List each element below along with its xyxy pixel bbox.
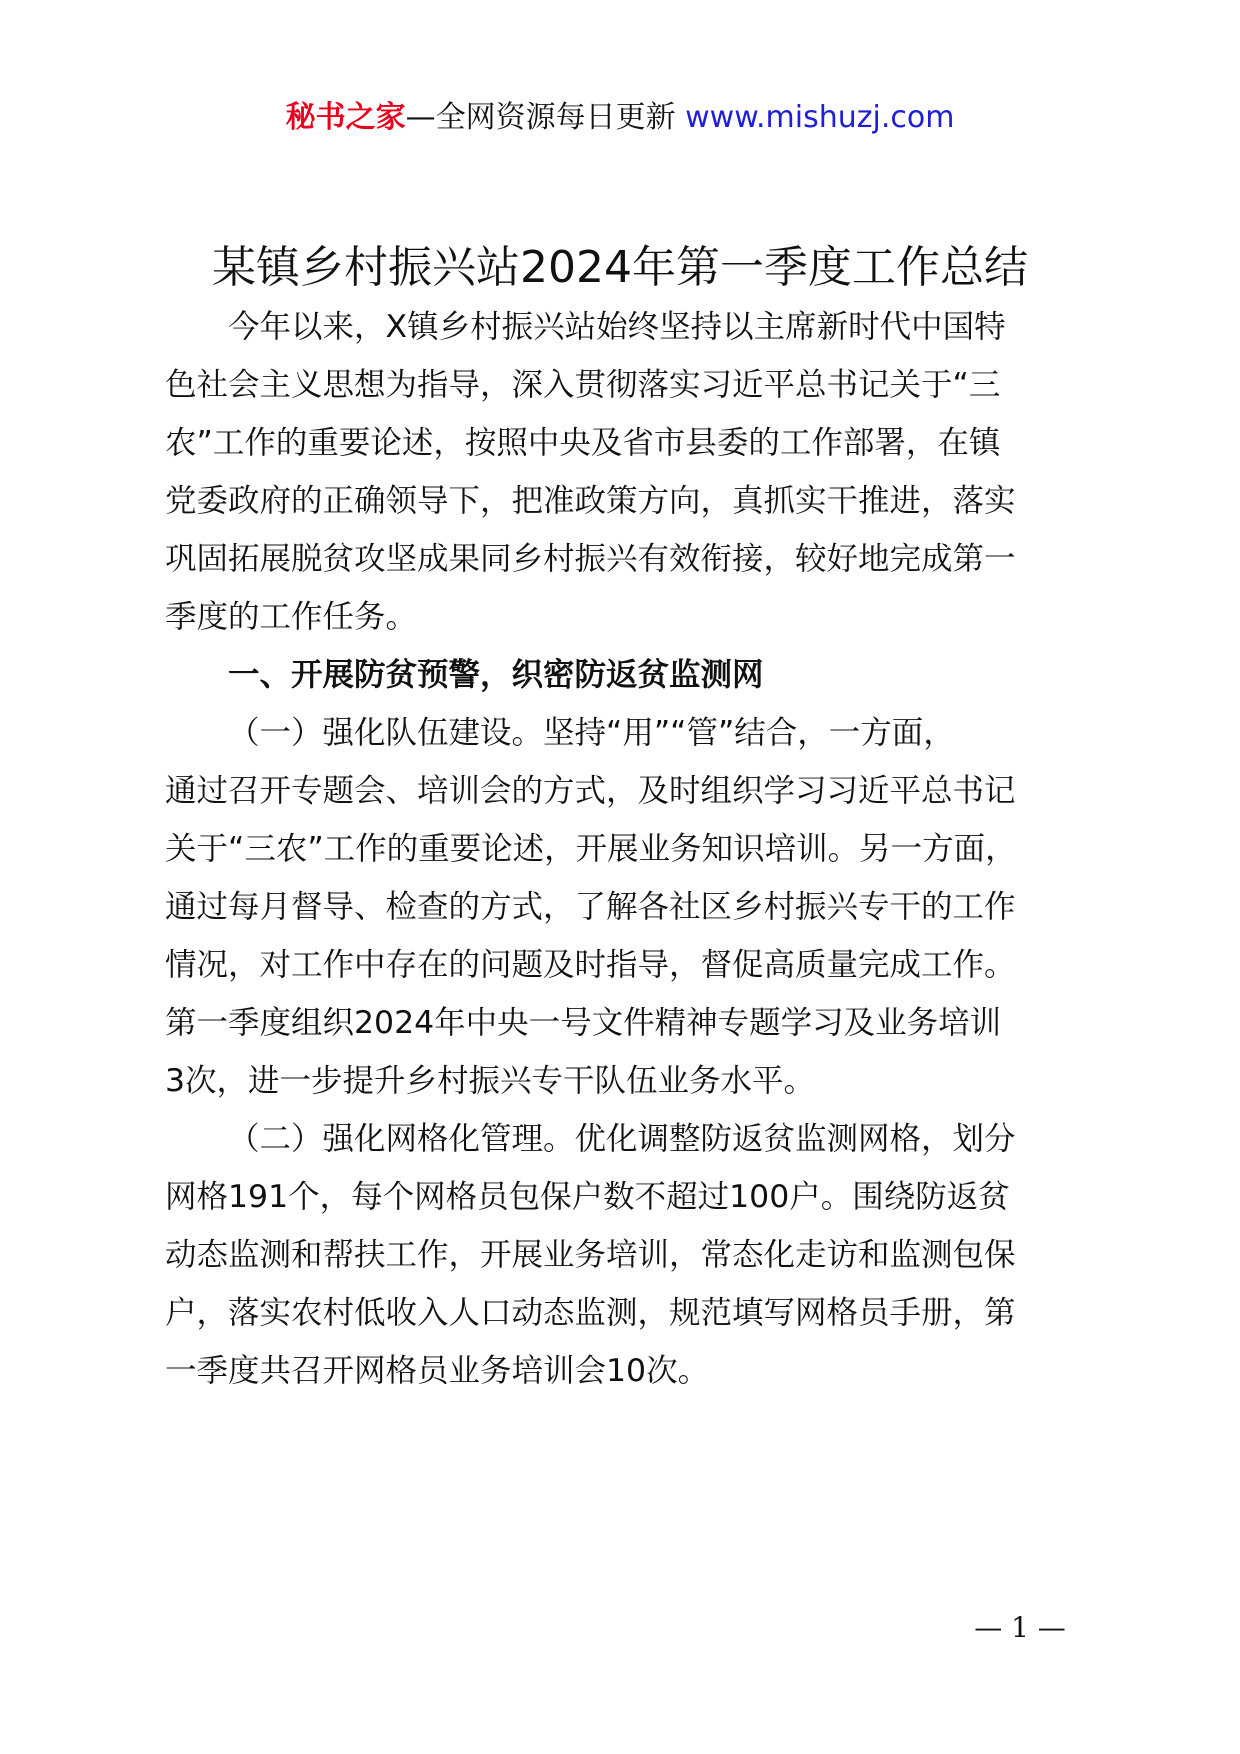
- site-brand: 秘书之家: [285, 100, 406, 135]
- paragraph-line: 第一季度组织2024年中央一号文件精神专题学习及业务培训: [165, 1005, 1002, 1041]
- paragraph-line: 季度的工作任务。: [165, 599, 418, 635]
- page-number: — 1 —: [974, 1611, 1066, 1644]
- paragraph-line: （二）强化网格化管理。优化调整防返贫监测网格，划分: [228, 1121, 1016, 1157]
- paragraph-line: 户，落实农村低收入人口动态监测，规范填写网格员手册，第: [165, 1295, 1016, 1331]
- paragraph-line: 一季度共召开网格员业务培训会10次。: [165, 1353, 710, 1389]
- section-heading: 一、开展防贫预警，织密防返贫监测网: [228, 657, 764, 693]
- paragraph-line: 通过召开专题会、培训会的方式，及时组织学习习近平总书记: [165, 773, 1016, 809]
- paragraph-line: 网格191个，每个网格员包保户数不超过100户。围绕防返贫: [165, 1179, 1010, 1215]
- paragraph-line: 党委政府的正确领导下，把准政策方向，真抓实干推进，落实: [165, 483, 1016, 519]
- paragraph-line: 今年以来，X镇乡村振兴站始终坚持以主席新时代中国特: [228, 309, 1006, 345]
- paragraph-line: 动态监测和帮扶工作，开展业务培训，常态化走访和监测包保: [165, 1237, 1016, 1273]
- document-title: 某镇乡村振兴站2024年第一季度工作总结: [212, 242, 1028, 293]
- paragraph-line: 通过每月督导、检查的方式，了解各社区乡村振兴专干的工作: [165, 889, 1016, 925]
- site-slogan: —全网资源每日更新: [405, 100, 676, 135]
- paragraph-line: 3次，进一步提升乡村振兴专干队伍业务水平。: [165, 1063, 816, 1099]
- site-banner: [0, 98, 1240, 138]
- paragraph-line: 关于“三农”工作的重要论述，开展业务知识培训。另一方面，: [165, 831, 1017, 867]
- paragraph-line: 情况，对工作中存在的问题及时指导，督促高质量完成工作。: [165, 947, 1016, 983]
- paragraph-line: 农”工作的重要论述，按照中央及省市县委的工作部署，在镇: [165, 425, 1001, 461]
- paragraph-line: 色社会主义思想为指导，深入贯彻落实习近平总书记关于“三: [165, 367, 1001, 403]
- paragraph-line: 巩固拓展脱贫攻坚成果同乡村振兴有效衔接，较好地完成第一: [165, 541, 1016, 577]
- site-url-link[interactable]: www.mishuzj.com: [685, 100, 955, 135]
- paragraph-line: （一）强化队伍建设。坚持“用”“管”结合，一方面，: [228, 715, 955, 751]
